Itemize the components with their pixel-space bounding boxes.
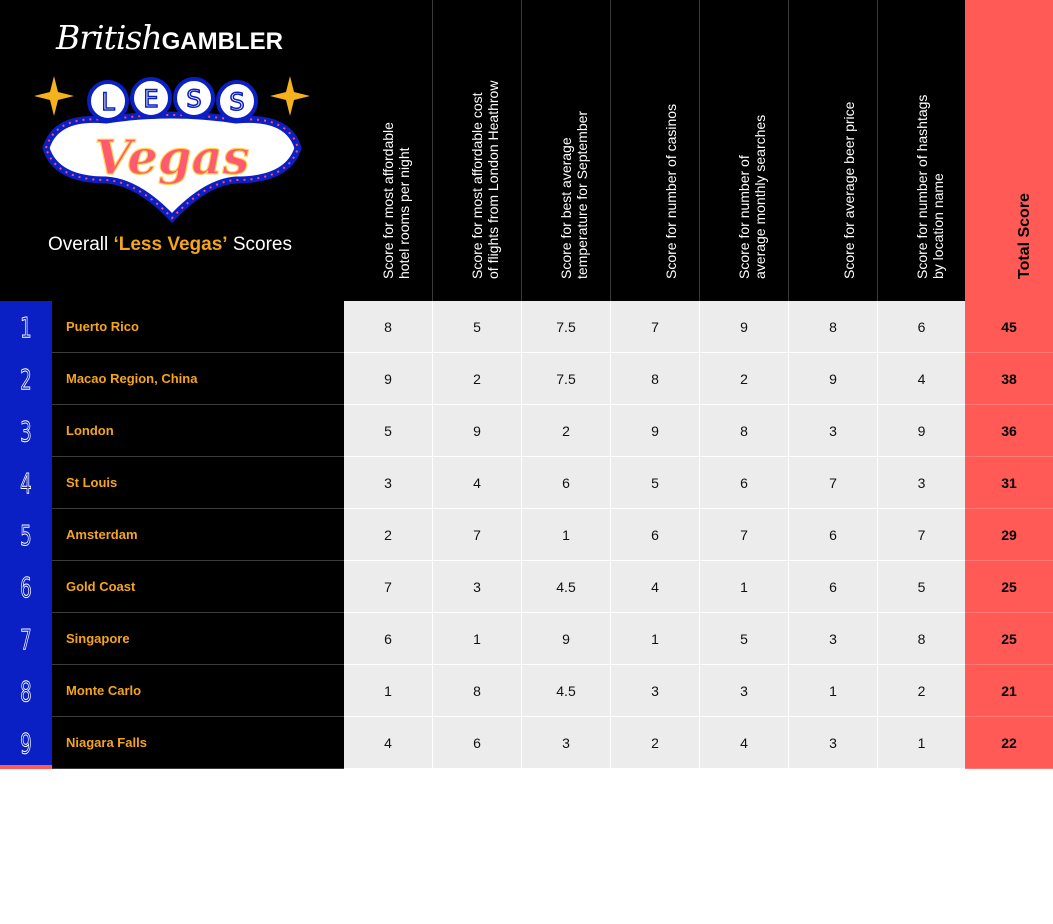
score-cell: 7	[433, 509, 522, 561]
table-end-accent	[0, 765, 52, 769]
score-cell: 6	[700, 457, 789, 509]
score-cell: 6	[433, 717, 522, 769]
score-cell: 5	[611, 457, 700, 509]
location-name-cell	[52, 717, 344, 769]
score-cell: 1	[789, 665, 878, 717]
location-name-cell	[52, 353, 344, 405]
column-header-line: Score for best average	[558, 137, 574, 279]
score-cell: 7	[344, 561, 433, 613]
score-cell: 2	[878, 665, 966, 717]
column-header-line: temperature for September	[574, 110, 590, 279]
score-cell: 5	[700, 613, 789, 665]
score-cell: 8	[611, 353, 700, 405]
table-row	[0, 301, 1053, 353]
score-cell: 1	[700, 561, 789, 613]
score-cell: 6	[789, 509, 878, 561]
score-cell: 2	[700, 353, 789, 405]
score-cell: 1	[433, 613, 522, 665]
column-header-6	[789, 0, 877, 301]
location-name-cell	[52, 665, 344, 717]
brand-logo	[56, 18, 286, 68]
score-cell: 4.5	[522, 665, 611, 717]
subtitle-highlight: ‘Less Vegas’	[113, 234, 228, 255]
rank-cell	[0, 301, 52, 353]
rank-cell	[0, 561, 52, 613]
score-cell: 7	[611, 301, 700, 353]
column-header-line: hotel rooms per night	[396, 147, 412, 279]
table-row	[0, 405, 1053, 457]
rank-number: 8	[20, 674, 32, 708]
score-cell: 1	[522, 509, 611, 561]
total-score-header	[965, 0, 1053, 301]
rank-cell	[0, 509, 52, 561]
total-score-cell: 21	[965, 665, 1053, 717]
rank-number: 5	[20, 518, 32, 552]
location-name: St Louis	[66, 475, 118, 490]
score-cell: 4	[700, 717, 789, 769]
score-cell: 7	[789, 457, 878, 509]
rank-cell	[0, 405, 52, 457]
score-cell: 5	[344, 405, 433, 457]
logo-letter-2: E	[143, 85, 159, 113]
total-score-cell: 45	[965, 301, 1053, 353]
logo-letter-3: S	[186, 85, 202, 113]
score-cell: 3	[878, 457, 966, 509]
score-cell: 7	[700, 509, 789, 561]
column-header-line: Score for most affordable cost	[469, 92, 485, 279]
score-cell: 2	[611, 717, 700, 769]
subtitle-suffix: Scores	[227, 234, 292, 255]
score-cell: 3	[789, 405, 878, 457]
score-cell: 9	[878, 405, 966, 457]
total-score-cell: 22	[965, 717, 1053, 769]
score-cell: 8	[700, 405, 789, 457]
table-row	[0, 561, 1053, 613]
column-header-5	[700, 0, 788, 301]
table-row	[0, 717, 1053, 769]
location-name: Amsterdam	[66, 527, 138, 542]
column-header-3	[522, 0, 610, 301]
location-name: Monte Carlo	[66, 683, 142, 698]
rank-number: 4	[20, 466, 32, 500]
score-cell: 6	[878, 301, 966, 353]
score-cell: 1	[344, 665, 433, 717]
subtitle-prefix: Overall	[48, 234, 114, 255]
location-name: Niagara Falls	[66, 735, 147, 750]
location-name-cell	[52, 509, 344, 561]
score-cell: 2	[433, 353, 522, 405]
score-cell: 1	[611, 613, 700, 665]
score-cell: 9	[700, 301, 789, 353]
less-vegas-sign-icon	[26, 70, 316, 226]
column-header-line: Score for most affordable	[380, 122, 396, 279]
score-cell: 2	[522, 405, 611, 457]
score-cell: 3	[789, 717, 878, 769]
rank-number: 3	[20, 414, 32, 448]
score-cell: 3	[522, 717, 611, 769]
rank-cell	[0, 613, 52, 665]
score-cell: 4.5	[522, 561, 611, 613]
score-cell: 6	[789, 561, 878, 613]
score-cell: 6	[344, 613, 433, 665]
location-name: Gold Coast	[66, 579, 136, 594]
total-score-cell: 25	[965, 613, 1053, 665]
score-cell: 9	[433, 405, 522, 457]
table-row	[0, 353, 1053, 405]
score-cell: 8	[789, 301, 878, 353]
score-cell: 4	[344, 717, 433, 769]
score-cell: 8	[878, 613, 966, 665]
column-header-line: by location name	[929, 173, 946, 279]
star-icon-right	[270, 76, 310, 116]
score-cell: 9	[789, 353, 878, 405]
score-cell: 3	[700, 665, 789, 717]
location-name: Macao Region, China	[66, 371, 198, 386]
table-row	[0, 665, 1053, 717]
column-header-line: average monthly searches	[752, 114, 768, 279]
rank-number: 2	[20, 362, 32, 396]
page-subtitle	[0, 234, 340, 256]
table-row	[0, 457, 1053, 509]
score-cell: 3	[611, 665, 700, 717]
rank-number: 1	[20, 310, 32, 344]
column-header-line: of flights from London Heathrow	[485, 80, 501, 279]
rank-cell	[0, 717, 52, 769]
total-score-cell: 36	[965, 405, 1053, 457]
score-cell: 6	[611, 509, 700, 561]
logo-word: Vegas	[94, 130, 250, 186]
score-cell: 7	[878, 509, 966, 561]
location-name-cell	[52, 613, 344, 665]
column-header-2	[433, 0, 521, 301]
score-cell: 3	[789, 613, 878, 665]
total-score-cell: 25	[965, 561, 1053, 613]
rank-number: 7	[20, 622, 32, 656]
column-header-7	[878, 0, 965, 301]
score-cell: 4	[611, 561, 700, 613]
score-cell: 2	[344, 509, 433, 561]
column-header-line: Score for average beer price	[841, 101, 857, 279]
rank-cell	[0, 457, 52, 509]
score-cell: 5	[433, 301, 522, 353]
star-icon-left	[34, 76, 74, 116]
column-header-line: Score for number of casinos	[663, 103, 679, 279]
table-row	[0, 509, 1053, 561]
location-name-cell	[52, 405, 344, 457]
total-score-cell: 38	[965, 353, 1053, 405]
score-cell: 5	[878, 561, 966, 613]
column-header-line: Score for number of hashtags	[913, 94, 930, 279]
location-name: Singapore	[66, 631, 130, 646]
score-cell: 9	[522, 613, 611, 665]
rank-number: 6	[20, 570, 32, 604]
score-cell: 1	[878, 717, 966, 769]
location-name-cell	[52, 561, 344, 613]
score-cell: 8	[344, 301, 433, 353]
score-cell: 7.5	[522, 353, 611, 405]
score-cell: 4	[878, 353, 966, 405]
rank-cell	[0, 665, 52, 717]
location-name: London	[66, 423, 114, 438]
score-cell: 7.5	[522, 301, 611, 353]
column-header-1	[344, 0, 432, 301]
location-name: Puerto Rico	[66, 319, 139, 334]
total-score-cell: 31	[965, 457, 1053, 509]
score-cell: 8	[433, 665, 522, 717]
table-row	[0, 613, 1053, 665]
total-score-label: Total Score	[1016, 193, 1033, 279]
location-name-cell	[52, 457, 344, 509]
location-name-cell	[52, 301, 344, 353]
total-score-cell: 29	[965, 509, 1053, 561]
column-header-4	[611, 0, 699, 301]
logo-letter-4: S	[229, 88, 245, 116]
rank-cell	[0, 353, 52, 405]
rank-number: 9	[20, 726, 32, 760]
logo-letter-1: L	[101, 88, 115, 116]
column-header-line: Score for number of	[736, 155, 752, 279]
score-cell: 3	[344, 457, 433, 509]
score-cell: 6	[522, 457, 611, 509]
score-cell: 9	[611, 405, 700, 457]
score-cell: 4	[433, 457, 522, 509]
score-cell: 3	[433, 561, 522, 613]
brand-script: British	[56, 18, 162, 57]
brand-caps: GAMBLER	[161, 28, 283, 55]
score-cell: 9	[344, 353, 433, 405]
table-header	[0, 0, 1053, 301]
